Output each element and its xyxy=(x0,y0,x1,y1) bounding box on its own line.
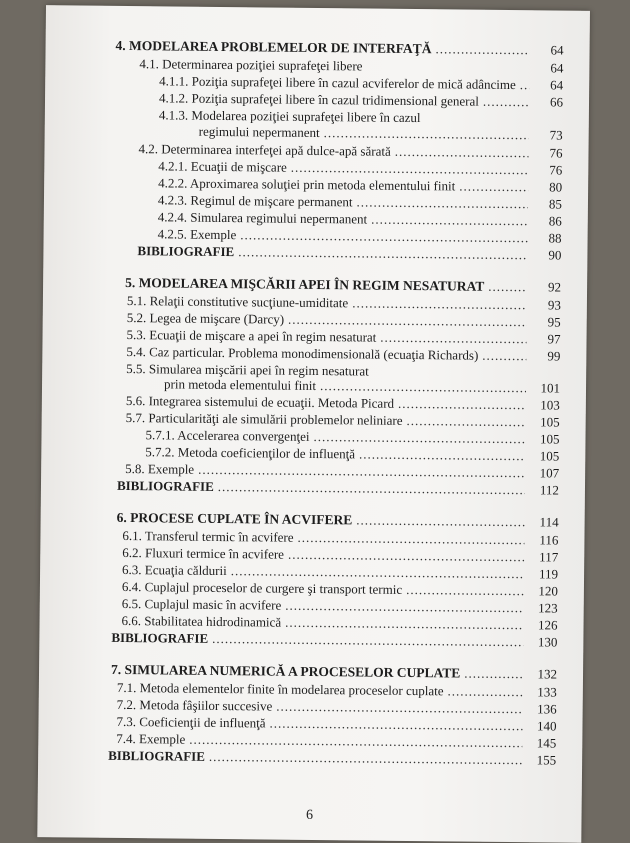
toc-entry-title: 5.4. Caz particular. Problema monodimensională (ecuaţia Richards) xyxy=(126,344,479,363)
toc-leader-dots xyxy=(212,631,523,649)
toc-leader-dots xyxy=(425,122,529,123)
toc-entry xyxy=(159,90,533,109)
toc-entry xyxy=(121,613,527,632)
toc-leader-dots xyxy=(324,125,529,142)
toc-entry-title: BIBLIOGRAFIE xyxy=(108,747,206,764)
toc-leader-dots xyxy=(488,279,527,294)
toc-entry-title: BIBLIOGRAFIE xyxy=(111,629,209,646)
toc-entry xyxy=(127,310,531,329)
toc-leader-dots xyxy=(288,547,524,564)
toc-leader-dots xyxy=(406,582,524,598)
toc-entry xyxy=(158,226,532,245)
toc-page-number: 76 xyxy=(549,145,563,161)
toc-entry-title: BIBLIOGRAFIE xyxy=(137,243,235,260)
toc-entry xyxy=(139,56,533,75)
table-of-contents xyxy=(46,5,590,768)
toc-entry-title: 4.2.1. Ecuaţii de mişcare xyxy=(158,158,287,175)
toc-page-number: 136 xyxy=(537,701,557,717)
toc-page-number: 117 xyxy=(539,549,559,565)
toc-entry xyxy=(127,293,531,312)
toc-entry-title: 4.2.2. Aproximarea soluţiei prin metoda elementului finit xyxy=(158,175,456,194)
toc-leader-dots xyxy=(320,378,526,395)
toc-leader-dots xyxy=(483,94,529,109)
toc-page-number: 80 xyxy=(549,179,563,195)
toc-entry-title: 5.7.2. Metoda coeficienţilor de influenţă xyxy=(145,444,356,462)
toc-leader-dots xyxy=(373,376,526,378)
toc-leader-dots xyxy=(189,732,522,750)
toc-entry xyxy=(126,410,530,429)
toc-entry xyxy=(158,158,532,177)
toc-entry-title: 6.5. Cuplajul masic în acvifere xyxy=(121,595,282,613)
toc-bibliography-entry xyxy=(117,478,529,497)
toc-page-number: 93 xyxy=(547,297,561,313)
toc-page-number: 105 xyxy=(539,448,560,464)
toc-chapter-entry xyxy=(117,510,529,529)
toc-entry-title: 7. SIMULAREA NUMERICĂ A PROCESELOR CUPLATE xyxy=(110,661,461,681)
toc-page-number: 64 xyxy=(550,42,564,58)
toc-entry-title: 5.8. Exemple xyxy=(125,461,195,477)
toc-leader-dots xyxy=(209,749,522,767)
toc-entry xyxy=(158,192,532,211)
toc-page-number: 123 xyxy=(538,600,558,616)
toc-page-number: 73 xyxy=(549,127,563,143)
toc-leader-dots xyxy=(520,77,530,92)
toc-entry xyxy=(122,562,528,581)
toc-entry-title: 4.1.1. Poziţia suprafeţei libere în cazul acviferelor de mică adâncime xyxy=(159,73,516,93)
toc-entry-title: 6.2. Fluxuri termice în acvifere xyxy=(122,544,285,562)
toc-entry-title: 7.1. Metoda elementelor finite în modelarea proceselor cuplate xyxy=(116,679,444,699)
toc-page-number: 86 xyxy=(548,213,562,229)
toc-leader-dots xyxy=(395,144,529,160)
toc-entry xyxy=(122,528,528,547)
toc-leader-dots xyxy=(238,244,527,262)
toc-page-number: 133 xyxy=(537,684,557,700)
toc-entry xyxy=(126,393,530,412)
toc-leader-dots xyxy=(366,71,529,73)
toc-leader-dots xyxy=(313,429,525,446)
toc-leader-dots xyxy=(218,479,525,497)
toc-entry-title: 7.3. Coeficienţii de influenţă xyxy=(116,713,266,731)
toc-page-number: 140 xyxy=(536,718,557,734)
toc-page-number: 64 xyxy=(550,77,564,93)
toc-chapter-entry xyxy=(116,38,534,57)
toc-entry xyxy=(158,175,532,194)
toc-entry xyxy=(122,579,528,598)
toc-page-number: 103 xyxy=(540,397,560,413)
toc-page-number: 105 xyxy=(540,414,560,430)
toc-entry-title: 6.1. Transferul termic în acvifere xyxy=(122,527,294,545)
toc-leader-dots xyxy=(270,716,523,734)
toc-entry-title: 5.3. Ecuaţii de mişcare a apei în regim nesaturat xyxy=(126,327,377,345)
toc-entry-title: prin metoda elementului finit xyxy=(163,376,317,393)
toc-entry-title: 5. MODELAREA MIŞCĂRII APEI ÎN REGIM NESATURAT xyxy=(125,274,485,294)
toc-leader-dots xyxy=(288,312,527,329)
toc-entry-title: 4.2.4. Simularea regimului nepermanent xyxy=(157,209,368,227)
toc-leader-dots xyxy=(356,194,528,211)
toc-bibliography-entry xyxy=(137,243,531,262)
toc-page-number: 107 xyxy=(539,465,560,481)
toc-entry xyxy=(199,124,533,142)
toc-entry-title: 4.2.3. Regimul de mişcare permanent xyxy=(157,192,353,210)
toc-leader-dots xyxy=(291,160,529,177)
toc-entry-title: 4.1. Determinarea poziţiei suprafeţei libere xyxy=(139,56,363,74)
toc-page-number: 92 xyxy=(548,279,562,295)
toc-page-number: 85 xyxy=(548,196,563,212)
toc-bibliography-entry xyxy=(108,748,526,767)
toc-entry-title: 5.2. Legea de mişcare (Darcy) xyxy=(126,310,285,327)
toc-entry-title: 5.7.1. Accelerarea convergenţei xyxy=(145,427,310,444)
toc-chapter-entry xyxy=(125,275,531,294)
toc-leader-dots xyxy=(398,396,526,412)
toc-bibliography-entry xyxy=(111,630,527,649)
toc-entry-title: BIBLIOGRAFIE xyxy=(116,477,214,494)
toc-entry xyxy=(116,731,526,750)
toc-entry-title: 5.5. Simularea mişcării apei în regim nesaturat xyxy=(126,361,369,379)
toc-entry-title: 6.3. Ecuaţia căldurii xyxy=(122,561,227,579)
toc-page-number: 114 xyxy=(539,514,559,530)
toc-leader-dots xyxy=(352,295,527,312)
toc-entry xyxy=(122,596,528,615)
toc-entry-title: 4.1.2. Poziţia suprafeţei libere în cazul tridimensional general xyxy=(158,90,479,109)
toc-page-number: 105 xyxy=(539,431,560,447)
toc-page-number: 155 xyxy=(536,752,557,768)
toc-entry xyxy=(126,344,530,363)
toc-page-number: 97 xyxy=(547,331,561,347)
toc-entry xyxy=(158,209,532,228)
toc-entry-title: 7.4. Exemple xyxy=(116,730,186,747)
toc-leader-dots xyxy=(464,666,523,682)
page-number: 6 xyxy=(305,807,314,823)
toc-leader-dots xyxy=(198,462,525,480)
toc-entry-title: 4.2. Determinarea interfeţei apă dulce-apă sărată xyxy=(138,141,391,159)
toc-entry-title: 5.6. Integrarea sistemului de ecuaţii. Metoda Picard xyxy=(125,393,395,411)
toc-entry xyxy=(138,141,532,160)
toc-leader-dots xyxy=(276,699,523,717)
toc-page-number: 116 xyxy=(539,532,559,548)
toc-leader-dots xyxy=(447,683,522,699)
toc-leader-dots xyxy=(240,227,527,245)
toc-leader-dots xyxy=(285,598,524,615)
toc-entry-title: 6. PROCESE CUPLATE ÎN ACVIFERE xyxy=(116,509,353,528)
toc-entry-title: 6.6. Stabilitatea hidrodinamică xyxy=(121,612,282,630)
toc-leader-dots xyxy=(359,446,525,463)
toc-page-number: 76 xyxy=(549,162,563,178)
toc-page-number: 95 xyxy=(547,314,561,330)
toc-entry xyxy=(145,444,529,463)
book-page xyxy=(37,5,590,843)
toc-page-number: 119 xyxy=(538,566,559,582)
toc-page-number: 112 xyxy=(539,482,560,498)
toc-page-number: 88 xyxy=(548,230,562,246)
toc-leader-dots xyxy=(371,212,528,229)
toc-entry xyxy=(117,680,527,699)
toc-entry xyxy=(126,327,530,346)
toc-leader-dots xyxy=(406,413,525,429)
toc-entry xyxy=(159,73,533,92)
toc-page-number: 126 xyxy=(537,617,558,633)
toc-page-number: 66 xyxy=(549,94,564,110)
toc-leader-dots xyxy=(482,348,526,363)
toc-entry-title: 5.7. Particularităţi ale simulării problemelor neliniare xyxy=(125,410,403,428)
toc-entry xyxy=(116,714,526,733)
toc-leader-dots xyxy=(298,530,525,547)
toc-leader-dots xyxy=(380,330,526,347)
toc-page-number: 130 xyxy=(537,634,558,650)
toc-entry-title: 5.1. Relaţii constitutive sucţiune-umiditate xyxy=(126,293,349,311)
toc-page-number: 99 xyxy=(547,348,561,364)
toc-leader-dots xyxy=(285,615,524,632)
toc-entry xyxy=(117,697,527,716)
toc-entry xyxy=(125,461,529,480)
toc-entry-title: 7.2. Metoda fâşiilor succesive xyxy=(116,696,273,714)
toc-entry-title: 4.1.3. Modelarea poziţiei suprafeţei libere în cazul xyxy=(158,107,421,126)
toc-entry xyxy=(145,427,529,446)
toc-entry-title: regimului nepermanent xyxy=(198,123,320,141)
toc-entry-title: 6.4. Cuplajul proceselor de curgere şi transport termic xyxy=(121,578,403,597)
toc-leader-dots xyxy=(231,563,524,581)
toc-page-number: 90 xyxy=(548,247,562,263)
toc-page-number: 101 xyxy=(540,380,561,396)
toc-page-number: 145 xyxy=(536,735,557,751)
toc-entry xyxy=(164,376,530,395)
toc-leader-dots xyxy=(435,41,529,57)
toc-leader-dots xyxy=(459,178,528,194)
toc-page-number: 120 xyxy=(538,583,558,599)
toc-entry-title: 4.2.5. Exemple xyxy=(157,226,237,243)
toc-entry-title: 4. MODELAREA PROBLEMELOR DE INTERFAŢĂ xyxy=(115,37,432,57)
toc-chapter-entry xyxy=(111,662,527,681)
toc-page-number: 132 xyxy=(537,666,558,682)
toc-page-number: 64 xyxy=(550,60,564,76)
toc-leader-dots xyxy=(356,512,524,529)
toc-entry xyxy=(122,545,528,564)
